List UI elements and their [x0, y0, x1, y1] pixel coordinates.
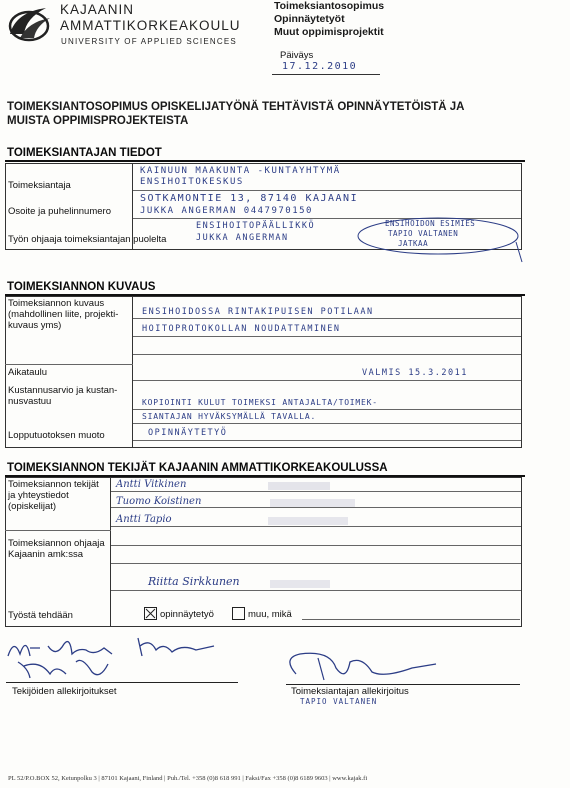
schedule-value: VALMIS 15.3.2011	[362, 368, 468, 378]
section-heading-description: TOIMEKSIANNON KUVAUS	[7, 281, 156, 293]
section-heading-makers: TOIMEKSIANNON TEKIJÄT KAJAANIN AMMATTIKORKEAKOULUSSA	[7, 462, 388, 474]
supervisor-note-1: ENSIHOIDON ESIMIES	[385, 219, 476, 228]
client-label: Toimeksiantaja	[8, 180, 71, 191]
redacted-contact	[268, 517, 348, 525]
row-line	[133, 380, 521, 381]
section-heading-client: TOIMEKSIANTAJAN TIEDOT	[7, 147, 162, 159]
row-line	[111, 507, 521, 508]
maker-2: Tuomo Koistinen	[116, 496, 202, 507]
row-line	[111, 590, 521, 591]
makers-signature-caption: Tekijöiden allekirjoitukset	[12, 686, 117, 697]
redacted-contact	[270, 580, 330, 588]
thesis-option-label: opinnäytetyö	[160, 609, 214, 620]
makers-label-3: (opiskelijat)	[8, 501, 57, 512]
desc-value-2: HOITOPROTOKOLLAN NOUDATTAMINEN	[142, 324, 341, 334]
other-checkbox[interactable]	[232, 607, 245, 620]
client-signature-name: TAPIO VALTANEN	[300, 697, 378, 706]
row-line	[111, 491, 521, 492]
supervisor-label: Työn ohjaaja toimeksiantajan puolelta	[8, 234, 167, 245]
advisor-label-1: Toimeksiannon ohjaaja	[8, 538, 105, 549]
desc-label-3: kuvaus yms)	[8, 320, 62, 331]
thesis-checkbox[interactable]	[144, 607, 157, 620]
cost-label-1: Kustannusarvio ja kustan-	[8, 385, 118, 396]
client-signature-line	[286, 684, 520, 685]
client-value-1: KAINUUN MAAKUNTA -KUNTAYHTYMÄ	[140, 166, 341, 176]
cost-label-2: nusvastuu	[8, 396, 52, 407]
supervisor-value-1: ENSIHOITOPÄÄLLIKKÖ	[196, 221, 316, 231]
row-line	[5, 364, 133, 365]
advisor-label-2: Kajaanin amk:ssa	[8, 549, 83, 560]
makers-label-2: ja yhteystiedot	[8, 490, 69, 501]
row-line	[133, 423, 521, 424]
work-type-label: Työstä tehdään	[8, 610, 73, 621]
form-title-2: MUISTA OPPIMISPROJEKTEISTA	[7, 115, 189, 127]
supervisor-note-2: TAPIO VALTANEN	[388, 229, 459, 238]
footer-text: PL 52/P.O.BOX 52, Ketunpolku 3 | 87101 Kajaani, Finland | Puh./Tel. +358 (0)8 618 991 | Faksi/Fax +358 (0)8 6189 9603 | www.kajak.fi	[8, 775, 368, 782]
desc-value-1: ENSIHOIDOSSA RINTAKIPUISEN POTILAAN	[142, 307, 374, 317]
date-value: 17.12.2010	[282, 61, 358, 72]
form-title-1: TOIMEKSIANTOSOPIMUS OPISKELIJATYÖNÄ TEHTÄVISTÄ OPINNÄYTETÖISTÄ JA	[7, 101, 465, 113]
cost-value-1: KOPIOINTI KULUT TOIMEKSI ANTAJALTA/TOIMEK-	[142, 398, 378, 407]
schedule-label: Aikataulu	[8, 367, 48, 378]
client-value-2: ENSIHOITOKESKUS	[140, 177, 244, 187]
row-line	[133, 190, 521, 191]
date-line	[272, 74, 380, 75]
address-value-2: JUKKA ANGERMAN 0447970150	[140, 206, 313, 216]
row-line	[111, 526, 521, 527]
makers-signature-line	[6, 682, 238, 683]
result-value: OPINNÄYTETYÖ	[148, 428, 228, 438]
makers-label-1: Toimeksiannon tekijät	[8, 479, 99, 490]
section-divider	[5, 160, 525, 162]
row-line	[111, 563, 521, 564]
advisor-value: Riitta Sirkkunen	[148, 575, 240, 588]
row-line	[133, 318, 521, 319]
date-label: Päiväys	[280, 50, 314, 61]
maker-3: Antti Tapio	[116, 514, 172, 525]
row-line	[5, 530, 111, 531]
row-line	[133, 354, 521, 355]
row-line	[133, 409, 521, 410]
row-line	[133, 440, 521, 441]
supervisor-value-2: JUKKA ANGERMAN	[196, 233, 289, 243]
address-value-1: SOTKAMONTIE 13, 87140 KAJAANI	[140, 193, 359, 204]
address-label: Osoite ja puhelinnumero	[8, 206, 111, 217]
desc-label-2: (mahdollinen liite, projekti-	[8, 309, 119, 320]
maker-1: Antti Vitkinen	[116, 479, 187, 490]
result-label: Lopputuotoksen muoto	[8, 430, 105, 441]
cost-value-2: SIANTAJAN HYVÄKSYMÄLLÄ TAVALLA.	[142, 412, 317, 421]
redacted-contact	[268, 482, 330, 490]
supervisor-note-3: JATKAA	[398, 239, 429, 248]
logo-text-1: KAJAANIN	[60, 2, 135, 17]
other-input-line	[302, 619, 520, 620]
doc-type-3: Muut oppimisprojektit	[274, 26, 384, 38]
logo-text-3: UNIVERSITY OF APPLIED SCIENCES	[61, 37, 237, 46]
other-option-label: muu, mikä	[248, 609, 292, 620]
row-line	[111, 545, 521, 546]
desc-label-1: Toimeksiannon kuvaus	[8, 298, 105, 309]
doc-type-2: Opinnäytetyöt	[274, 13, 345, 25]
doc-type-1: Toimeksiantosopimus	[274, 0, 385, 12]
kajak-logo	[6, 4, 52, 42]
redacted-contact	[270, 499, 355, 507]
makers-box-divider	[110, 477, 111, 626]
row-line	[133, 336, 521, 337]
client-signature-caption: Toimeksiantajan allekirjoitus	[291, 686, 409, 697]
logo-text-2: AMMATTIKORKEAKOULU	[60, 18, 241, 33]
